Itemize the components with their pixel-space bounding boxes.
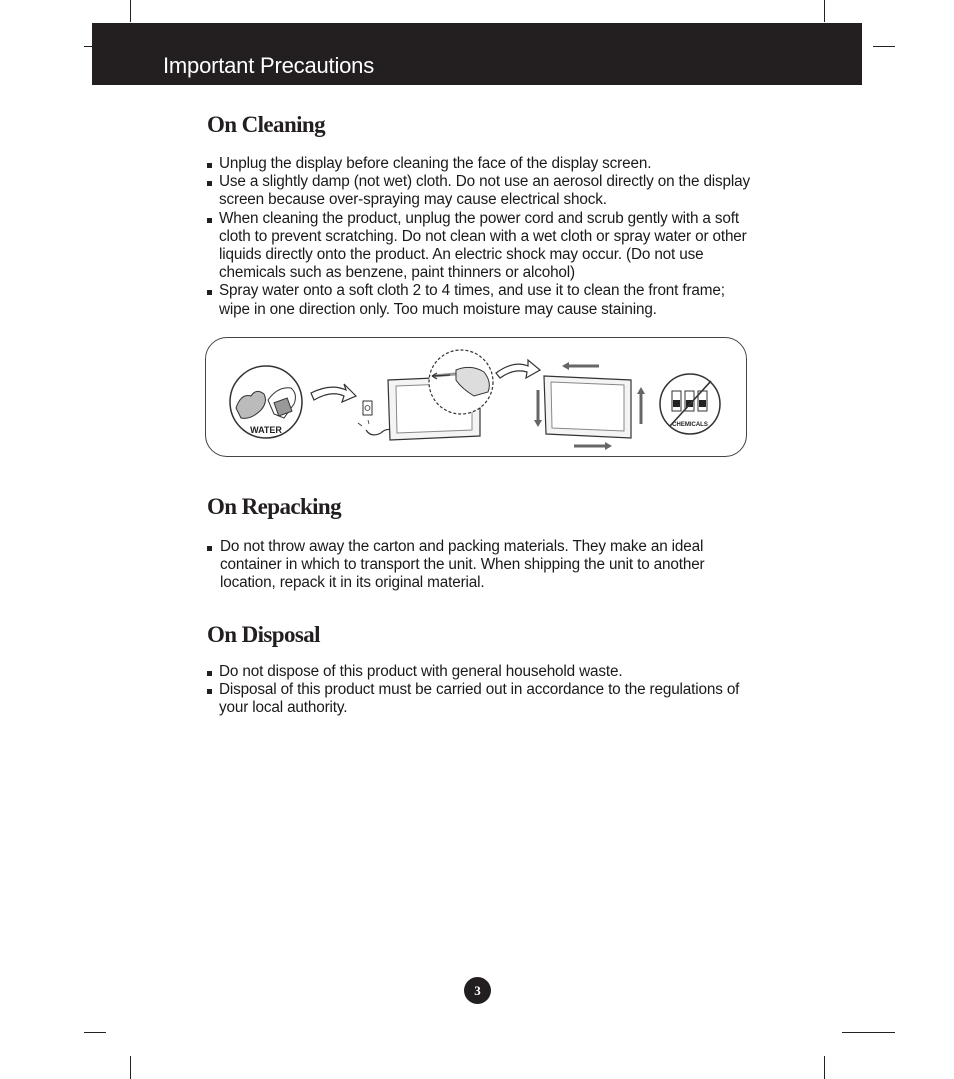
crop-mark — [824, 0, 825, 22]
crop-mark — [130, 1056, 131, 1079]
list-item: Unplug the display before cleaning the face of the display screen. — [207, 155, 752, 173]
chemicals-label: CHEMICALS — [672, 422, 708, 428]
list-item: Disposal of this product must be carried out in accordance to the regulations of your local authority. — [207, 681, 752, 717]
header-bar — [92, 23, 862, 85]
cloth-wipe-icon — [429, 350, 493, 414]
bullet-icon — [207, 546, 212, 551]
list-item: Spray water onto a soft cloth 2 to 4 times, and use it to clean the front frame; wipe in one direction only. Too much moisture may cause staining. — [207, 282, 752, 318]
cleaning-list — [207, 155, 752, 319]
repacking-heading: On Repacking — [207, 494, 342, 519]
no-chemicals-icon — [660, 374, 720, 434]
list-item: When cleaning the product, unplug the power cord and scrub gently with a soft cloth to prevent scratching. Do not clean with a wet cloth or spray water or other liquids directly onto the product. An electric shock may occur. (Do not use chemicals such as benzene, paint thinners or alcohol) — [207, 210, 752, 283]
bullet-icon — [207, 671, 212, 676]
water-spray-icon — [230, 366, 302, 438]
disposal-heading: On Disposal — [207, 622, 320, 647]
arrow-right-icon — [496, 360, 540, 378]
plug-icon — [358, 401, 391, 435]
disposal-list — [207, 663, 752, 718]
bullet-icon — [207, 290, 212, 295]
crop-mark — [842, 1032, 895, 1033]
bullet-icon — [207, 163, 212, 168]
list-item: Do not throw away the carton and packing materials. They make an ideal container in which to transport the unit. When shipping the unit to another location, repack it in its original material. — [207, 538, 752, 593]
list-item: Use a slightly damp (not wet) cloth. Do not use an aerosol directly on the display screen because over-spraying may cause electrical shock. — [207, 173, 752, 209]
arrow-right-icon — [311, 384, 356, 402]
crop-mark — [130, 0, 131, 22]
cleaning-heading: On Cleaning — [207, 112, 326, 137]
page-number: 3 — [464, 977, 491, 1004]
crop-mark — [824, 1056, 825, 1079]
crop-mark — [84, 1032, 106, 1033]
water-label: WATER — [250, 425, 282, 435]
cleaning-illustration — [205, 337, 747, 457]
repacking-list — [207, 538, 752, 593]
bullet-icon — [207, 218, 212, 223]
crop-mark — [873, 46, 895, 47]
monitor-icon — [534, 362, 645, 450]
cleaning-illustration-drawing — [206, 338, 746, 456]
bullet-icon — [207, 689, 212, 694]
page-title: Important Precautions — [163, 53, 375, 78]
list-item: Do not dispose of this product with general household waste. — [207, 663, 752, 681]
bullet-icon — [207, 181, 212, 186]
